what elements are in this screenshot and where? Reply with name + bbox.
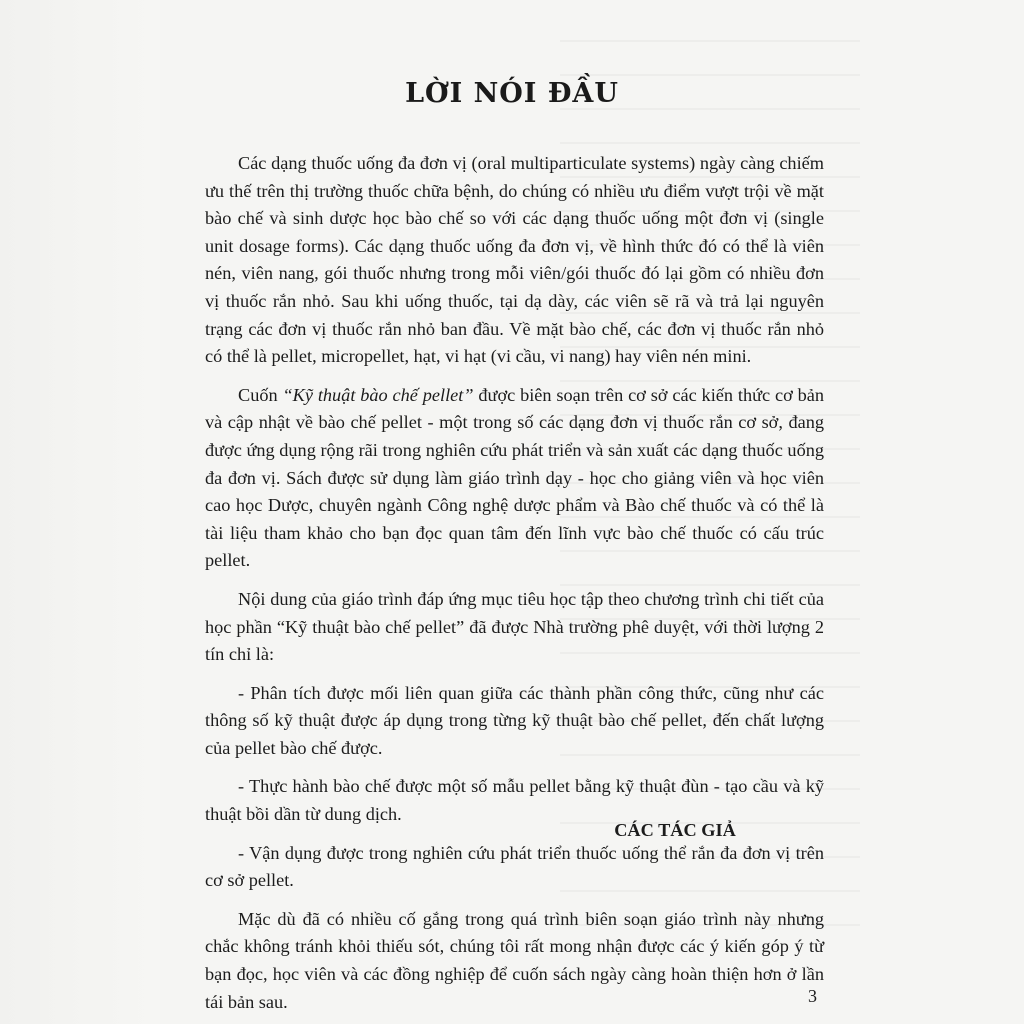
book-title-italic: “Kỹ thuật bào chế pellet” (282, 384, 474, 405)
objective-item-3 (205, 840, 824, 895)
objective-item-2-text: - Thực hành bào chế được một số mẫu pellet bằng kỹ thuật đùn - tạo cầu và kỹ thuật bồi dần từ dung dịch. (205, 776, 824, 825)
page-margin (0, 0, 160, 1024)
objective-item-1-text: - Phân tích được mối liên quan giữa các thành phần công thức, cũng như các thông số kỹ thuật được áp dụng trong từng kỹ thuật bào chế pellet, đến chất lượng của pellet bào chế được. (205, 682, 824, 758)
preface-body (205, 150, 824, 1024)
paragraph-closing-text: Mặc dù đã có nhiều cố gắng trong quá trình biên soạn giáo trình này nhưng chắc không tránh khỏi thiếu sót, chúng tôi rất mong nhận được các ý kiến góp ý từ bạn đọc, học viên và các đồng nghiệp để cuốn sách ngày càng hoàn thiện hơn ở lần tái bản sau. (205, 908, 824, 1012)
paragraph-closing (205, 906, 824, 1016)
paragraph-2-lead: Cuốn (238, 384, 283, 405)
paragraph-1 (205, 150, 824, 371)
objective-item-1 (205, 680, 824, 763)
paragraph-3-text: Nội dung của giáo trình đáp ứng mục tiêu học tập theo chương trình chi tiết của học phần “Kỹ thuật bào chế pellet” đã được Nhà trường phê duyệt, với thời lượng 2 tín chỉ là: (205, 588, 824, 665)
authors-signature: CÁC TÁC GIẢ (614, 820, 736, 840)
paragraph-1-text: Các dạng thuốc uống đa đơn vị (oral multiparticulate systems) ngày càng chiếm ưu thế trên thị trường thuốc chữa bệnh, do chúng có nhiều ưu điểm vượt trội về mặt bào chế và sinh dược học bào chế so với các dạng thuốc uống một đơn vị (single unit dosage forms). Các dạng thuốc uống đa đơn vị, về hình thức đó có thể là viên nén, viên nang, gói thuốc nhưng trong mỗi viên/gói thuốc đó lại gồm có nhiều đơn vị thuốc rắn nhỏ. Sau khi uống thuốc, tại dạ dày, các viên sẽ rã và trả lại nguyên trạng các đơn vị thuốc rắn nhỏ ban đầu. Về mặt bào chế, các đơn vị thuốc rắn nhỏ có thể là pellet, micropellet, hạt, vi hạt (vi cầu, vi nang) hay viên nén mini. (205, 153, 824, 367)
objective-item-3-text: - Vận dụng được trong nghiên cứu phát triển thuốc uống thể rắn đa đơn vị trên cơ sở pellet. (205, 842, 824, 891)
page-title: LỜI NÓI ĐẦU (405, 78, 619, 109)
paragraph-2 (205, 382, 824, 575)
paragraph-2-text: được biên soạn trên cơ sở các kiến thức cơ bản và cập nhật về bào chế pellet - một trong số các dạng đơn vị thuốc rắn cơ sở, đang được ứng dụng rộng rãi trong nghiên cứu phát triển và sản xuất các dạng thuốc uống đa đơn vị. Sách được sử dụng làm giáo trình dạy - học cho giảng viên và học viên cao học Dược, chuyên ngành Công nghệ dược phẩm và Bào chế thuốc và có thể là tài liệu tham khảo cho bạn đọc quan tâm đến lĩnh vực bào chế thuốc có cấu trúc pellet. (205, 384, 825, 571)
paragraph-3 (205, 586, 824, 669)
page-number: 3 (808, 986, 817, 1006)
